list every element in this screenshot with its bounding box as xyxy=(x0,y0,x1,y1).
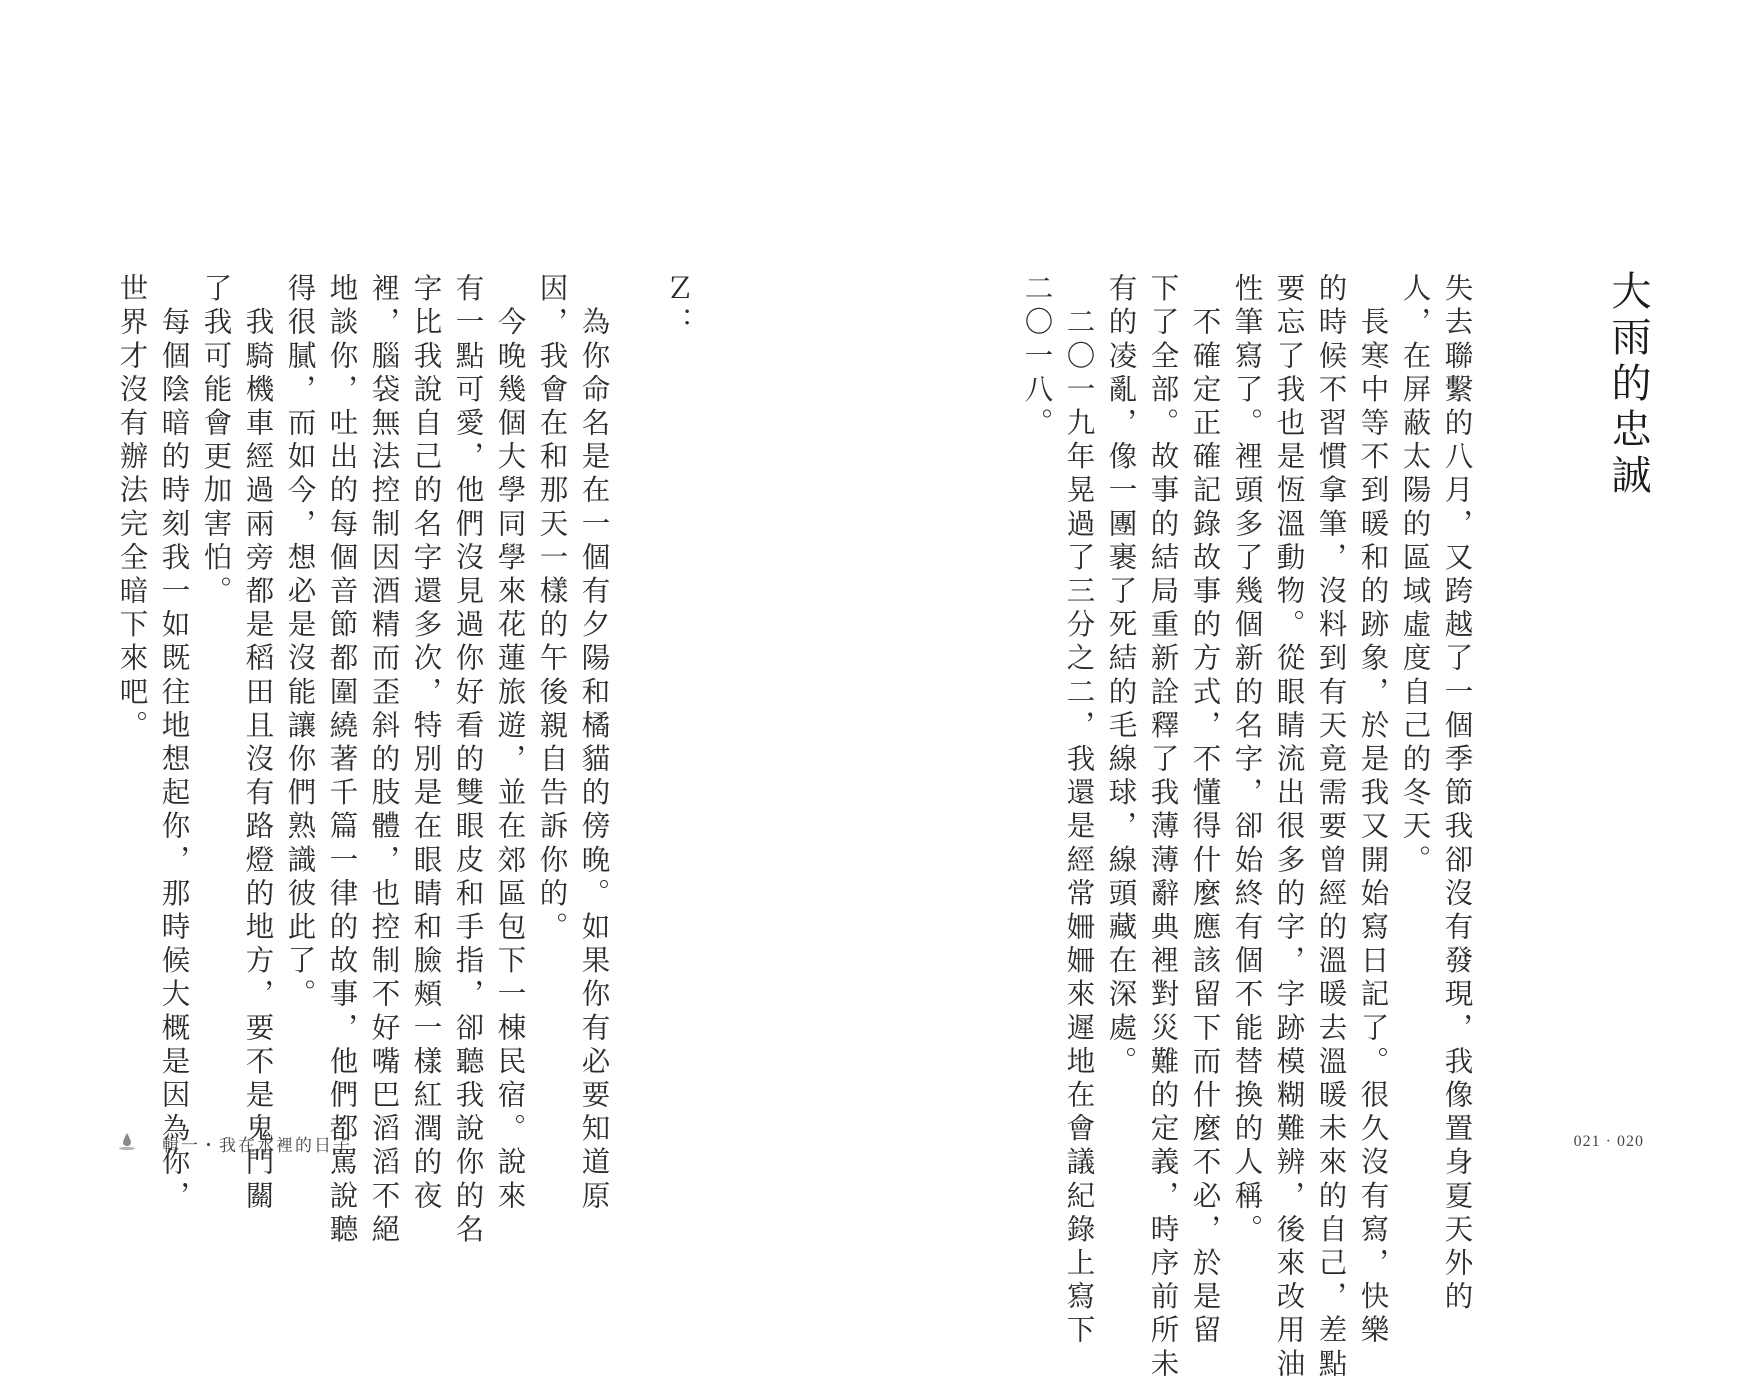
text-column: 今晚幾個大學同學來花蓮旅遊，並在郊區包下一棟民宿。說來 xyxy=(493,273,527,1214)
chapter-title: 大雨的忠誠 xyxy=(1605,270,1651,500)
section-label: 輯一・我在水裡的日子 xyxy=(162,1136,352,1156)
text-column: 地談你，吐出的每個音節都圍繞著千篇一律的故事，他們都罵說聽 xyxy=(325,273,359,1248)
text-column: 有一點可愛，他們沒見過你好看的雙眼皮和手指，卻聽我說你的名 xyxy=(451,273,485,1248)
text-column: 我騎機車經過兩旁都是稻田且沒有路燈的地方，要不是鬼門關 xyxy=(241,273,275,1214)
text-column: 每個陰暗的時刻我一如既往地想起你，那時候大概是因為你， xyxy=(157,273,191,1214)
text-column: 下了全部。故事的結局重新詮釋了我薄薄辭典裡對災難的定義，時序前所未 xyxy=(1146,273,1180,1382)
page-numbers: 021 · 020 xyxy=(1573,1133,1644,1150)
text-column: 人，在屏蔽太陽的區域虛度自己的冬天。 xyxy=(1398,273,1432,878)
text-column: 得很膩，而如今，想必是沒能讓你們熟識彼此了。 xyxy=(283,273,317,1013)
text-column: 世界才沒有辦法完全暗下來吧。 xyxy=(115,273,149,744)
water-drop-icon xyxy=(117,1131,137,1151)
text-column: 的時候不習慣拿筆，沒料到有天竟需要曾經的溫暖去溫暖未來的自己，差點 xyxy=(1314,273,1348,1382)
text-column: 不確定正確記錄故事的方式，不懂得什麼應該留下而什麼不必，於是留 xyxy=(1188,273,1222,1349)
text-column: 失去聯繫的八月，又跨越了一個季節我卻沒有發現，我像置身夏天外的 xyxy=(1440,273,1474,1315)
text-column: 為你命名是在一個有夕陽和橘貓的傍晚。如果你有必要知道原 xyxy=(577,273,611,1214)
text-column: 二〇一九年晃過了三分之二，我還是經常姍姍來遲地在會議紀錄上寫下 xyxy=(1062,273,1096,1349)
text-column: 了我可能會更加害怕。 xyxy=(199,273,233,609)
text-column: 性筆寫了。裡頭多了幾個新的名字，卻始終有個不能替換的人稱。 xyxy=(1230,273,1264,1248)
text-column: 因，我會在和那天一樣的午後親自告訴你的。 xyxy=(535,273,569,945)
text-column: 字比我說自己的名字還多次，特別是在眼睛和臉頰一樣紅潤的夜 xyxy=(409,273,443,1214)
salutation: Ｚ： xyxy=(661,273,695,341)
text-column: 二〇一八。 xyxy=(1020,273,1054,441)
text-column: 要忘了我也是恆溫動物。從眼睛流出很多的字，字跡模糊難辨，後來改用油 xyxy=(1272,273,1306,1382)
text-column: 長寒中等不到暖和的跡象，於是我又開始寫日記了。很久沒有寫，快樂 xyxy=(1356,273,1390,1349)
text-column: 有的凌亂，像一團裹了死結的毛線球，線頭藏在深處。 xyxy=(1104,273,1138,1080)
text-column: 裡，腦袋無法控制因酒精而歪斜的肢體，也控制不好嘴巴滔滔不絕 xyxy=(367,273,401,1248)
